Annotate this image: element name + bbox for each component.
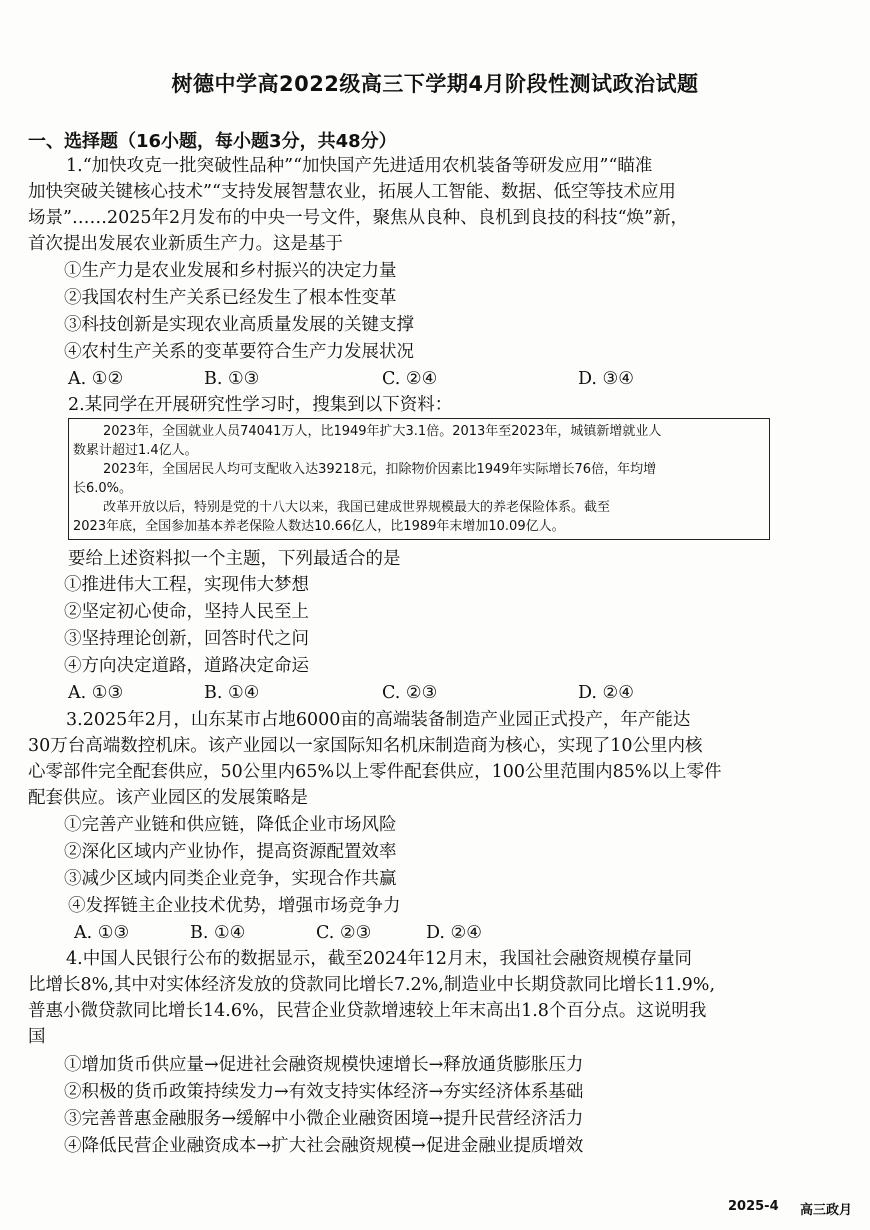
q3-item: ③减少区域内同类企业竞争，实现合作共赢 [64, 869, 397, 889]
q3-option-b: B. ①④ [190, 923, 246, 943]
q4-item: ②积极的货币政策持续发力→有效支持实体经济→夯实经济体系基础 [64, 1082, 584, 1102]
q1-option-d: D. ③④ [578, 369, 634, 389]
q2-box-line: 2023年，全国居民人均可支配收入达39218元，扣除物价因素比1949年实际增长76倍，年均增 [103, 462, 657, 477]
q2-question: 要给上述资料拟一个主题，下列最适合的是 [68, 549, 401, 569]
q2-item: ④方向决定道路，道路决定命运 [64, 656, 309, 676]
q1-stem-line: 1.“加快攻克一批突破性品种”“加快国产先进适用农机装备等研发应用”“瞄准 [66, 156, 653, 176]
q4-stem-line: 国 [28, 1027, 46, 1047]
q1-item: ④农村生产关系的变革要符合生产力发展状况 [64, 342, 414, 362]
q3-option-a: A. ①③ [74, 923, 130, 943]
footer-label: 高三政月 [800, 1203, 853, 1218]
q2-box-line: 长6.0%。 [73, 481, 133, 496]
q1-item: ②我国农村生产关系已经发生了根本性变革 [64, 288, 397, 308]
q3-stem-line: 心零部件完全配套供应，50公里内65%以上零件配套供应，100公里范围内85%以上零件 [28, 762, 722, 782]
q2-item: ③坚持理论创新，回答时代之问 [64, 629, 309, 649]
q4-item: ①增加货币供应量→促进社会融资规模快速增长→释放通货膨胀压力 [64, 1055, 584, 1075]
q4-item: ③完善普惠金融服务→缓解中小微企业融资困境→提升民营经济活力 [64, 1109, 584, 1129]
q3-item: ①完善产业链和供应链，降低企业市场风险 [64, 815, 397, 835]
q4-item: ④降低民营企业融资成本→扩大社会融资规模→促进金融业提质增效 [64, 1136, 584, 1156]
q1-option-a: A. ①② [68, 369, 124, 389]
q4-stem-line: 普惠小微贷款同比增长14.6%，民营企业贷款增速较上年末高出1.8个百分点。这说明我 [28, 1001, 707, 1021]
exam-title: 树德中学高2022级高三下学期4月阶段性测试政治试题 [171, 72, 699, 96]
q2-option-c: C. ②③ [382, 683, 438, 703]
q2-stem: 2.某同学在开展研究性学习时，搜集到以下资料： [68, 395, 453, 415]
q2-item: ②坚定初心使命，坚持人民至上 [64, 602, 309, 622]
q1-stem-line: 场景”……2025年2月发布的中央一号文件，聚焦从良种、良机到良技的科技“焕”新， [28, 208, 689, 228]
q2-box-line: 改革开放以后，特别是党的十八大以来，我国已建成世界规模最大的养老保险体系。截至 [103, 500, 611, 515]
q1-stem-line: 首次提出发展农业新质生产力。这是基于 [28, 234, 343, 254]
footer-date: 2025-4 [728, 1199, 779, 1214]
q3-stem-line: 30万台高端数控机床。该产业园以一家国际知名机床制造商为核心，实现了10公里内核 [28, 736, 703, 756]
q2-box-line: 2023年，全国就业人员74041万人，比1949年扩大3.1倍。2013年至2023年，城镇新增就业人 [103, 424, 662, 439]
q1-item: ③科技创新是实现农业高质量发展的关键支撑 [64, 315, 414, 335]
q2-box-line: 数累计超过1.4亿人。 [73, 443, 198, 458]
q1-item: ①生产力是农业发展和乡村振兴的决定力量 [64, 261, 397, 281]
q4-stem-line: 比增长8%,其中对实体经济发放的贷款同比增长7.2%,制造业中长期贷款同比增长11.9%, [28, 975, 716, 995]
q2-item: ①推进伟大工程，实现伟大梦想 [64, 575, 309, 595]
q1-option-b: B. ①③ [204, 369, 260, 389]
q2-material-box [68, 418, 770, 540]
q2-option-a: A. ①③ [68, 683, 124, 703]
q3-item: ②深化区域内产业协作，提高资源配置效率 [64, 842, 397, 862]
q3-option-c: C. ②③ [316, 923, 372, 943]
q1-stem-line: 加快突破关键核心技术”“支持发展智慧农业，拓展人工智能、数据、低空等技术应用 [28, 182, 676, 202]
q2-option-b: B. ①④ [204, 683, 260, 703]
q2-option-d: D. ②④ [578, 683, 634, 703]
q1-option-c: C. ②④ [382, 369, 438, 389]
q2-box-line: 2023年底，全国参加基本养老保险人数达10.66亿人，比1989年末增加10.09亿人。 [73, 519, 565, 534]
section-heading: 一、选择题（16小题，每小题3分，共48分） [28, 131, 397, 152]
q4-stem-line: 4.中国人民银行公布的数据显示，截至2024年12月末，我国社会融资规模存量同 [66, 949, 692, 969]
q3-stem-line: 配套供应。该产业园区的发展策略是 [28, 788, 308, 808]
q3-item: ④发挥链主企业技术优势，增强市场竞争力 [68, 896, 401, 916]
q3-stem-line: 3.2025年2月，山东某市占地6000亩的高端装备制造产业园正式投产，年产能达 [66, 710, 691, 730]
q3-option-d: D. ②④ [426, 923, 482, 943]
